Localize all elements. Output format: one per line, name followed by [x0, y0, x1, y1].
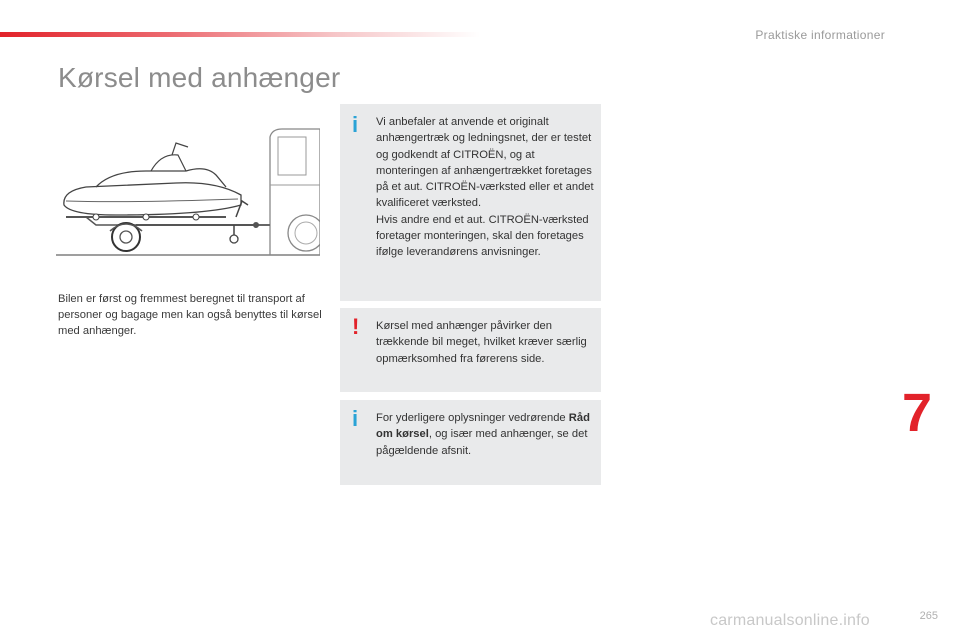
watermark: carmanualsonline.info	[710, 612, 870, 629]
page-title: Kørsel med anhænger	[58, 62, 341, 93]
info-icon: i	[352, 112, 359, 137]
chapter-number: 7	[902, 383, 933, 443]
reference-text-before: For yderligere oplysninger vedrørende	[376, 412, 569, 424]
warning-text: Kørsel med anhænger påvirker den trækkende bil meget, hvilket kræver særlig opmærksomhed fra førerens side.	[376, 320, 587, 365]
warning-box-towing	[340, 308, 601, 392]
section-header: Praktiske informationer	[755, 28, 885, 42]
info-reference-text	[376, 410, 594, 459]
page-number: 265	[919, 610, 938, 622]
reference-text-after: , og især med anhænger, se det pågældende afsnit.	[376, 428, 588, 457]
info-box-content	[376, 410, 594, 459]
info-box-driving-advice	[340, 400, 601, 485]
info-box-content	[376, 114, 594, 261]
intro-text: Bilen er først og fremmest beregnet til transport af personer og bagage men kan også benyttes til kørsel med anhænger.	[58, 293, 322, 337]
warning-box-content	[376, 318, 594, 367]
header-accent-bar	[0, 32, 480, 37]
info-box-original-towbar	[340, 104, 601, 301]
warning-icon: !	[352, 314, 360, 339]
info-paragraph: Hvis andre end et aut. CITROËN-værksted foretager monteringen, skal den foretages ifølge leverandørens anvisninger.	[376, 213, 589, 259]
info-paragraph: Vi anbefaler at anvende et originalt anhængertræk og ledningsnet, der er testet og godkendt af CITROËN, og at monteringen af anhængertrækket foretages på et aut. CITROËN-værksted eller et andet kvalificeret værksted.	[376, 116, 594, 210]
trailer-jetski-illustration	[56, 125, 320, 260]
info-icon: i	[352, 406, 359, 431]
reference-link-text: Råd om kørsel	[376, 412, 590, 441]
